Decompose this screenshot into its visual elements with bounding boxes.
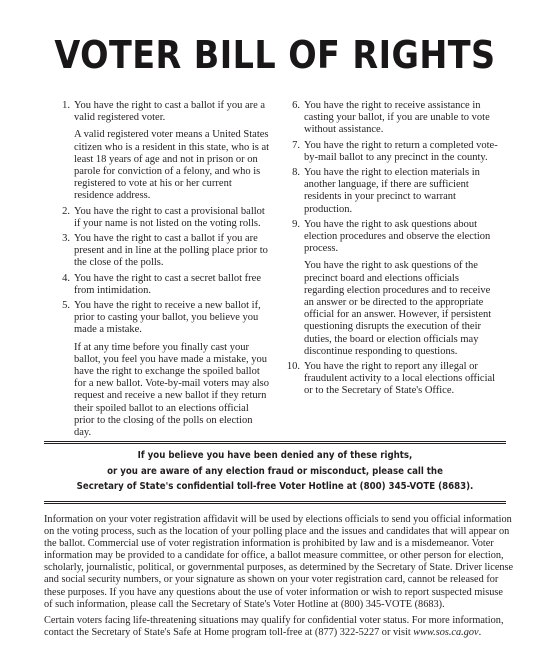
item-number: 4. [62, 272, 70, 284]
right-item-9 [286, 219, 498, 358]
right-text: You have the right to receive assistance in casting your ballot, if you are unable to vote without assistance. [304, 100, 490, 136]
page-title: VOTER BILL OF RIGHTS [54, 33, 496, 77]
item-number: 6. [292, 100, 300, 111]
right-explanation: If at any time before you finally cast your ballot, you feel you have made a mistake, you have the right to exchange the spoiled ballot for a new ballot. Vote-by-mail voters may also request and receive a new ballot if they return their spoiled ballot to an elections official prior to the closing of the polls on election day. [74, 341, 269, 439]
right-text: You have the right to election materials in another language, if there are sufficient residents in your precinct to warrant production. [304, 167, 480, 215]
right-text: You have the right to cast a secret ballot free from intimidation. [74, 272, 261, 296]
item-number: 5. [62, 300, 70, 312]
right-item-8 [286, 167, 498, 216]
right-item-6 [286, 100, 498, 137]
privacy-paragraph: Information on your voter registration affidavit will be used by elections officials to send you official information on the voting process, such as the location of your polling place and the issues and candidates that will appear on the ballot. Commercial use of voter registration information is prohibited by law and is a misdemeanor. Voter information may be provided to a candidate for office, a ballot measure committee, or other person for election, scholarly, journalistic, political, or governmental purposes, as determined by the Secretary of State. Driver license and social security numbers, or your signature as shown on your voter registration card, cannot be released for these purposes. If you have any questions about the use of voter information or wish to report suspected misuse of such information, please call the Secretary of State's Voter Hotline at (800) 345-VOTE (8683). [44, 514, 514, 610]
sentence-end: . [478, 626, 482, 638]
right-item-3 [56, 233, 271, 270]
item-number: 7. [292, 139, 300, 151]
divider-bottom-double [44, 503, 506, 504]
hotline-line-1: If you believe you have been denied any of these rights, [137, 450, 413, 461]
right-text: You have the right to return a completed vote-by-mail ballot to any precinct in the county. [304, 139, 498, 163]
right-text: You have the right to cast a ballot if you are a valid registered voter. [74, 100, 266, 124]
divider-bottom [44, 501, 506, 502]
right-explanation: You have the right to ask questions of the precinct board and elections officials regarding election procedures and to receive an answer or be directed to the appropriate official for an answer. However, if persistent questioning disrupts the execution of their duties, the board or election officials may discontinue responding to questions. [304, 260, 492, 357]
rights-column-left [56, 100, 271, 442]
right-item-2 [56, 206, 271, 230]
safe-at-home-paragraph [44, 615, 514, 639]
right-item-7 [286, 140, 498, 164]
hotline-line-3: Secretary of State's confidential toll-free Voter Hotline at (800) 345-VOTE (8683). [76, 481, 474, 492]
hotline-notice [44, 448, 506, 495]
divider-top [44, 441, 506, 442]
right-item-1 [56, 100, 271, 203]
item-number: 8. [292, 167, 300, 179]
right-item-4 [56, 273, 271, 297]
right-item-5 [56, 300, 271, 439]
item-number: 1. [62, 100, 70, 111]
right-text: You have the right to cast a ballot if you are present and in line at the polling place prior to the close of the polls. [74, 233, 268, 269]
right-explanation: A valid registered voter means a United States citizen who is a resident in this state, who is at least 18 years of age and not in prison or on parole for conviction of a felony, and who is registered to vote at his or her current residence address. [74, 129, 270, 202]
safe-at-home-text: Certain voters facing life-threatening situations may qualify for confidential voter status. For more information, contact the Secretary of State's Safe at Home program toll-free at (877) 322-5227 or visit [44, 614, 504, 638]
right-item-10 [286, 361, 498, 398]
item-number: 10. [286, 361, 300, 373]
item-number: 2. [62, 205, 70, 217]
divider-top-double [44, 443, 506, 444]
right-text: You have the right to ask questions about election procedures and observe the election process. [304, 218, 491, 255]
right-text: You have the right to receive a new ballot if, prior to casting your ballot, you believe you made a mistake. [74, 300, 261, 336]
right-text: You have the right to cast a provisional ballot if your name is not listed on the voting rolls. [74, 205, 265, 229]
item-number: 3. [62, 233, 70, 245]
item-number: 9. [292, 218, 300, 230]
privacy-notice [44, 514, 514, 643]
hotline-line-2: or you are aware of any election fraud or misconduct, please call the [107, 465, 443, 477]
rights-column-right [286, 100, 498, 401]
right-text: You have the right to report any illegal or fraudulent activity to a local elections official or to the Secretary of State's Office. [304, 361, 496, 397]
website-link[interactable]: www.sos.ca.gov [413, 626, 479, 638]
